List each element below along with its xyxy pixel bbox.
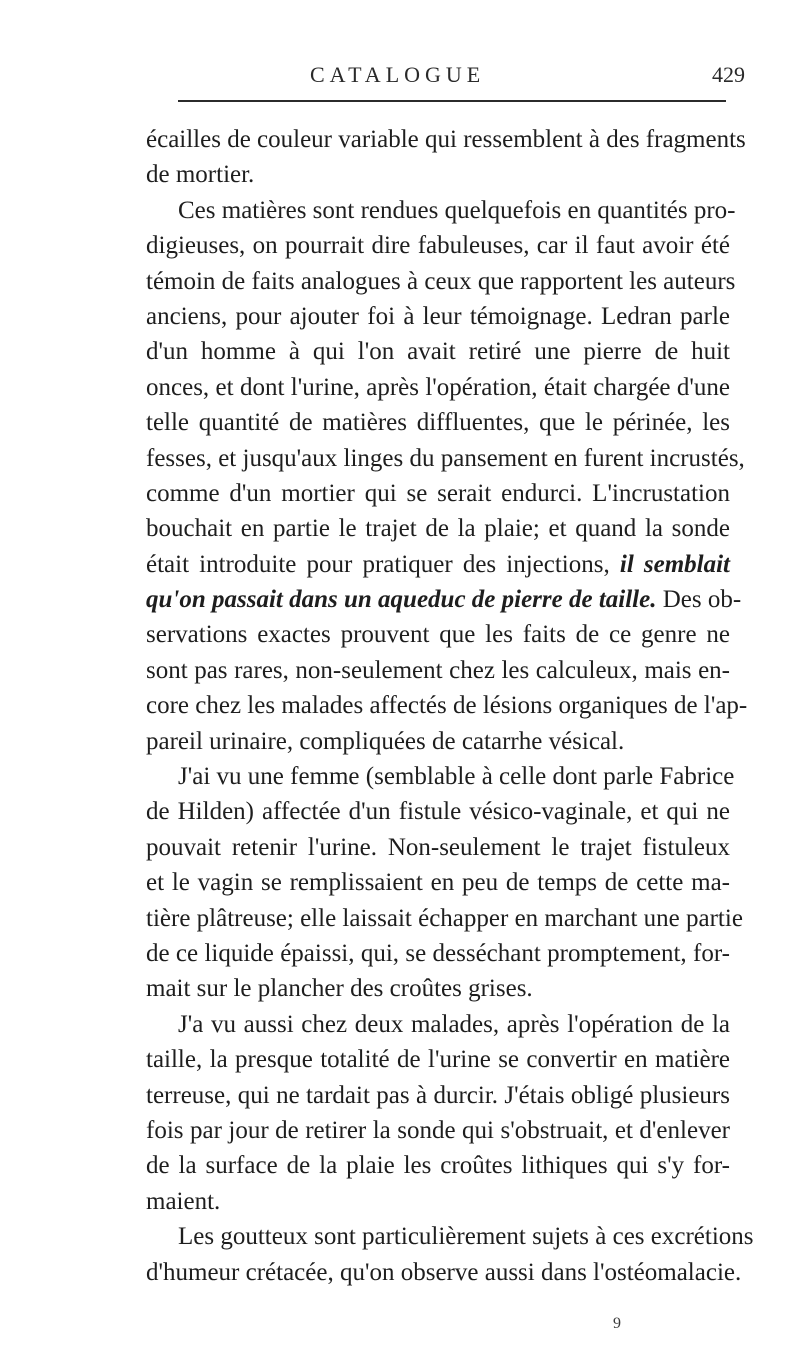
text-line <box>146 334 730 369</box>
line-text: Les goutteux sont particulièrement sujets à ces excrétions <box>178 1223 754 1251</box>
line-text: d'humeur crétacée, qu'on observe aussi dans l'ostéomalacie. <box>146 1258 742 1286</box>
line-text: mait sur le plancher des croûtes grises. <box>146 975 533 1003</box>
line-text: était introduite pour pratiquer des injections, <box>146 550 620 578</box>
text-line <box>146 122 746 157</box>
text-line <box>146 971 730 1006</box>
line-text: core chez les malades affectés de lésions organiques de l'ap- <box>146 692 748 720</box>
line-text: sont pas rares, non-seulement chez les calculeux, mais en- <box>146 656 730 684</box>
line-text: servations exactes prouvent que les faits de ce genre ne <box>146 621 730 649</box>
line-text: témoin de faits analogues à ceux que rapportent les auteurs <box>146 267 736 295</box>
text-line <box>146 688 748 723</box>
text-line <box>146 830 730 865</box>
line-text: anciens, pour ajouter foi à leur témoignage. Ledran parle <box>146 302 730 330</box>
line-text: terreuse, qui ne tardait pas à durcir. J'étais obligé plusieurs <box>146 1081 730 1109</box>
line-text: écailles de couleur variable qui ressemblent à des fragments <box>146 126 746 153</box>
line-text: de Hilden) affectée d'un fistule vésico-vaginale, et qui ne <box>146 798 730 826</box>
text-line <box>146 157 730 192</box>
page-number: 429 <box>712 62 745 87</box>
text-line <box>146 228 730 263</box>
line-text: pareil urinaire, compliquées de catarrhe vésical. <box>146 727 625 755</box>
line-text: pouvait retenir l'urine. Non-seulement le trajet fistuleux <box>146 833 730 861</box>
italic-quote: qu'on passait dans un aqueduc de pierre de taille. <box>146 586 657 614</box>
line-text: de la surface de la plaie les croûtes lithiques qui s'y for- <box>146 1152 730 1180</box>
line-text: d'un homme à qui l'on avait retiré une pierre de huit <box>146 338 730 366</box>
text-line <box>146 1219 754 1254</box>
text-line <box>146 370 730 405</box>
text-line <box>146 511 730 546</box>
text-line <box>146 476 730 511</box>
text-line <box>146 865 730 900</box>
line-text: fois par jour de retirer la sonde qui s'obstruait, et d'enlever <box>146 1116 730 1144</box>
text-line <box>146 901 743 936</box>
text-line <box>146 547 730 582</box>
text-line <box>146 653 730 688</box>
running-head <box>0 62 800 92</box>
text-line <box>146 1007 730 1042</box>
text-line <box>146 1042 730 1077</box>
text-line <box>146 1113 730 1148</box>
line-text: taille, la presque totalité de l'urine se convertir en matière <box>146 1046 730 1074</box>
text-line <box>146 794 730 829</box>
line-text: bouchait en partie le trajet de la plaie; et quand la sonde <box>146 515 730 543</box>
line-text: de mortier. <box>146 161 255 189</box>
italic-quote: il semblait <box>619 550 731 578</box>
text-line <box>146 1078 730 1113</box>
text-line <box>146 759 735 794</box>
line-text: digieuses, on pourrait dire fabuleuses, car il faut avoir été <box>146 232 730 260</box>
text-line <box>146 1255 742 1290</box>
text-line <box>146 264 736 299</box>
line-text: et le vagin se remplissaient en peu de temps de cette ma- <box>146 869 730 897</box>
line-text: onces, et dont l'urine, après l'opération, était chargée d'une <box>146 373 730 401</box>
text-line <box>146 1148 730 1183</box>
line-text: J'a vu aussi chez deux malades, après l'opération de la <box>178 1010 730 1038</box>
running-title: CATALOGUE <box>310 62 486 87</box>
line-text: Ces matières sont rendues quelquefois en quantités pro- <box>178 196 736 224</box>
line-text: comme d'un mortier qui se serait endurci. L'incrustation <box>146 479 730 507</box>
text-line <box>146 936 730 971</box>
line-text: tière plâtreuse; elle laissait échapper en marchant une partie <box>146 904 743 932</box>
text-line <box>146 617 730 652</box>
text-line <box>146 441 745 476</box>
text-line <box>146 582 742 617</box>
signature-mark: 9 <box>613 1315 621 1332</box>
text-line <box>146 724 730 759</box>
line-text: J'ai vu une femme (semblable à celle dont parle Fabrice <box>178 763 735 791</box>
body-text <box>146 122 754 1290</box>
text-line <box>146 299 730 334</box>
header-rule <box>178 100 726 102</box>
text-line <box>146 1184 730 1219</box>
text-line <box>146 193 736 228</box>
line-text: fesses, et jusqu'aux linges du pansement en furent incrustés, <box>146 444 745 472</box>
line-text: telle quantité de matières diffluentes, que le périnée, les <box>146 409 730 437</box>
text-line <box>146 405 730 440</box>
line-text: Des ob- <box>656 586 742 614</box>
line-text: de ce liquide épaissi, qui, se desséchant promptement, for- <box>146 939 730 967</box>
line-text: maient. <box>146 1187 221 1215</box>
